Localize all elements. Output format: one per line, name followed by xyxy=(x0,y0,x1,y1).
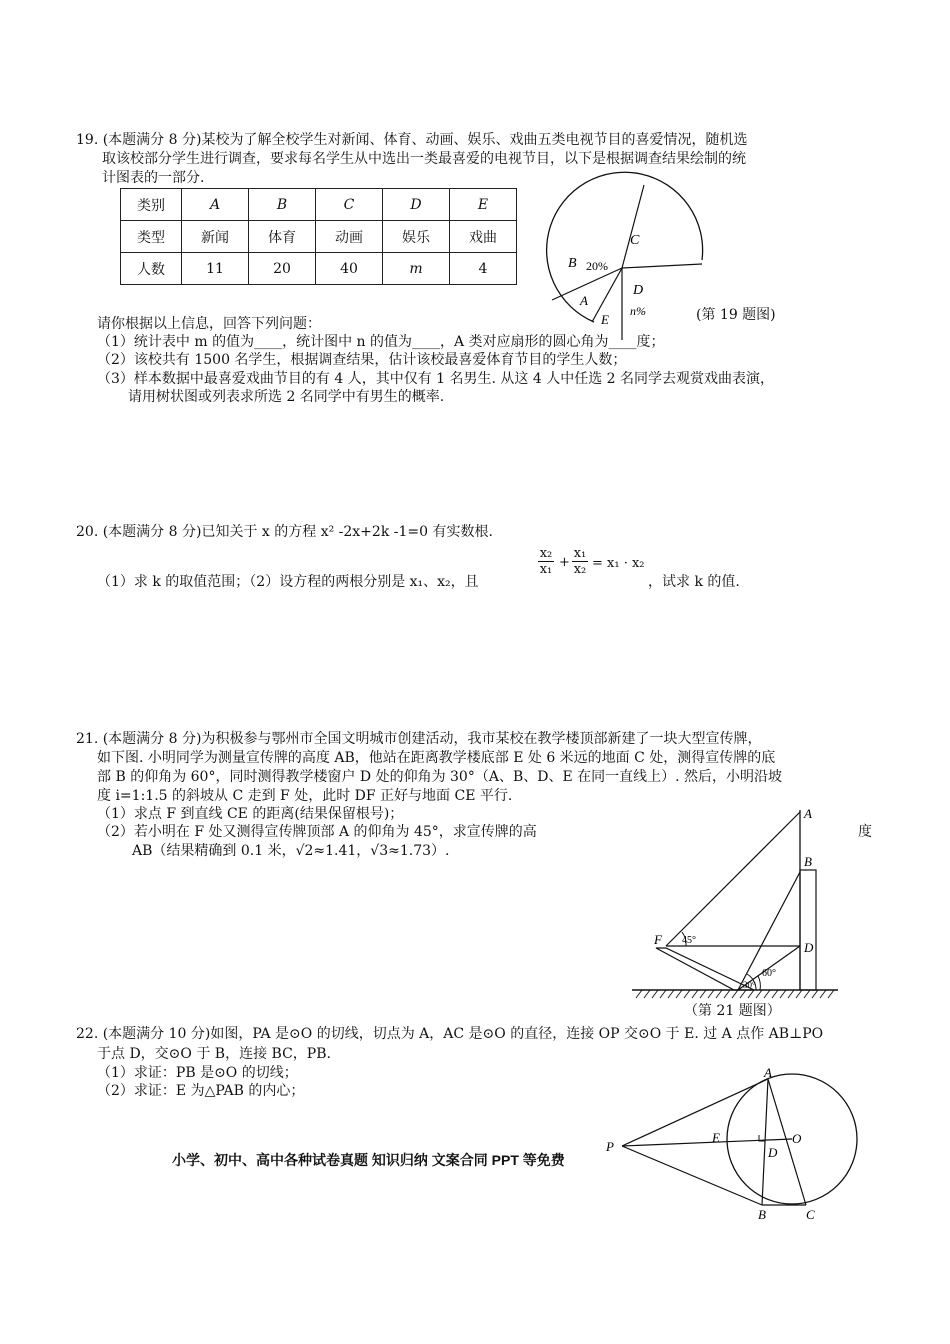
q19-line-3: 计图表的一部分. xyxy=(102,170,205,186)
label-a: A xyxy=(804,806,812,821)
pie-label-e: E xyxy=(601,312,609,327)
line-po xyxy=(622,1139,792,1146)
q20-plus: + xyxy=(559,555,570,570)
q21-line-1: 21. (本题满分 8 分)为积极参与鄂州市全国文明城市创建活动，我市某校在教学楼顶部新建了一块大型宣传牌， xyxy=(76,731,762,747)
table-cell: 戏曲 xyxy=(450,221,517,253)
q21-du: 度 xyxy=(858,824,872,840)
q20-fraction-2 xyxy=(572,546,588,577)
pie-label-c: C xyxy=(630,233,640,248)
q21-line-2: 如下图. 小明同学为测量宣传牌的高度 AB，他站在距离教学楼底部 E 处 6 米远的地面 C 处，测得宣传牌的底 xyxy=(97,750,776,766)
table-cell: 20 xyxy=(249,253,316,285)
q19-stats-table xyxy=(120,188,517,285)
pie-label-a: A xyxy=(580,293,588,308)
label-d: D xyxy=(768,1145,778,1160)
pie-label-b: B xyxy=(568,256,577,271)
label-e: E xyxy=(712,1130,720,1145)
pie-label-d: D xyxy=(633,283,644,298)
ground-hatching xyxy=(636,990,834,998)
building xyxy=(800,870,816,990)
q20-frac1-den: x₁ xyxy=(539,562,553,577)
q20-frac1-num: x₂ xyxy=(539,546,553,561)
table-cell: A xyxy=(182,189,249,221)
q20-line-2a: （1）求 k 的取值范围；（2）设方程的两根分别是 x₁、x₂，且 xyxy=(97,574,479,590)
q19-pie-figure xyxy=(540,190,720,340)
table-cell: 4 xyxy=(450,253,517,285)
q21-line-3: 部 B 的仰角为 60°，同时测得教学楼窗户 D 处的仰角为 30°（A、B、D、E 在同一直线上）. 然后，小明沿坡 xyxy=(97,769,783,785)
table-cell: 动画 xyxy=(316,221,383,253)
line-pb xyxy=(622,1146,762,1205)
table-cell: 类别 xyxy=(121,189,182,221)
table-cell: 类型 xyxy=(121,221,182,253)
q20-line-2b: ，试求 k 的值. xyxy=(648,574,740,590)
q21-line-4: 度 i=1:1.5 的斜坡从 C 走到 F 处，此时 DF 正好与地面 CE 平行. xyxy=(97,788,513,804)
label-p: P xyxy=(606,1139,614,1154)
slope xyxy=(656,948,754,990)
q21-item-2: （2）若小明在 F 处又测得宣传牌顶部 A 的仰角为 45°，求宣传牌的高 xyxy=(97,824,537,840)
q19-item-1: （1）统计表中 m 的值为____，统计图中 n 的值为____，A 类对应扇形的圆心角为____度； xyxy=(97,334,665,350)
table-cell: B xyxy=(249,189,316,221)
line-fa xyxy=(666,812,800,946)
q19-figure-caption: (第 19 题图) xyxy=(696,307,776,323)
table-cell: 40 xyxy=(316,253,383,285)
line-pa xyxy=(622,1079,768,1146)
q19-line-2: 取该校部分学生进行调查，要求每名学生从中选出一类最喜爱的电视节目，以下是根据调查结果绘制的统 xyxy=(102,151,746,167)
line-ab xyxy=(762,1079,768,1205)
pie-outline xyxy=(547,172,703,322)
pie-sector-line xyxy=(622,185,644,268)
angle-arc-30 xyxy=(758,976,760,990)
q19-item-3-cont: 请用树状图或列表求所选 2 名同学中有男生的概率. xyxy=(128,389,445,405)
table-row xyxy=(121,253,517,285)
label-b: B xyxy=(804,854,812,869)
label-d: D xyxy=(804,940,814,955)
label-f: F xyxy=(654,932,662,947)
label-a: A xyxy=(764,1065,772,1080)
q19-line-1: 19. (本题满分 8 分)某校为了解全校学生对新闻、体育、动画、娱乐、戏曲五类电视节目的喜爱情况，随机选 xyxy=(76,132,748,148)
q20-line-1: 20. (本题满分 8 分)已知关于 x 的方程 x² -2x+2k -1=0 有实数根. xyxy=(76,524,493,540)
q22-line-2: 于点 D，交⊙O 于 B，连接 BC，PB. xyxy=(97,1046,331,1062)
q21-figure-caption: （第 21 题图） xyxy=(684,1003,781,1019)
pie-label-d-pct: n% xyxy=(630,304,646,318)
q19-item-2: （2）该校共有 1500 名学生，根据调查结果，估计该校最喜爱体育节目的学生人数； xyxy=(97,352,627,368)
table-cell: 新闻 xyxy=(182,221,249,253)
q21-item-1: （1）求点 F 到直线 CE 的距离(结果保留根号)； xyxy=(97,806,404,822)
pie-label-b-pct: 20% xyxy=(586,259,608,273)
table-cell: 11 xyxy=(182,253,249,285)
q20-fraction-1 xyxy=(538,546,554,577)
watermark-banner: 小学、初中、高中各种试卷真题 知识归纳 文案合同 PPT 等免费 xyxy=(172,1152,565,1168)
table-cell: m xyxy=(383,253,450,285)
table-row xyxy=(121,221,517,253)
q20-frac2-num: x₁ xyxy=(573,546,587,561)
q21-building-figure xyxy=(630,800,850,1000)
q19-prompt: 请你根据以上信息，回答下列问题： xyxy=(97,316,321,332)
q22-circle-figure xyxy=(600,1065,860,1225)
table-cell: 体育 xyxy=(249,221,316,253)
table-cell: D xyxy=(383,189,450,221)
label-angle-45: 45° xyxy=(682,935,696,946)
q19-item-3: （3）样本数据中最喜爱戏曲节目的有 4 人，其中仅有 1 名男生. 从这 4 人中任选 2 名同学去观赏戏曲表演， xyxy=(97,371,775,387)
q20-frac2-den: x₂ xyxy=(573,562,587,577)
label-angle-30: 30° xyxy=(743,980,756,990)
pie-sector-line xyxy=(622,264,702,268)
table-cell: 人数 xyxy=(121,253,182,285)
table-cell: E xyxy=(450,189,517,221)
q22-item-1: （1）求证：PB 是⊙O 的切线； xyxy=(97,1065,298,1081)
label-o: O xyxy=(792,1131,802,1146)
table-cell: C xyxy=(316,189,383,221)
q20-rhs: = x₁ · x₂ xyxy=(592,556,645,571)
label-c: C xyxy=(806,1207,815,1222)
label-b: B xyxy=(758,1207,766,1222)
table-row xyxy=(121,189,517,221)
q22-line-1: 22. (本题满分 10 分)如图，PA 是⊙O 的切线，切点为 A，AC 是⊙O 的直径，连接 OP 交⊙O 于 E. 过 A 点作 AB⊥PO xyxy=(76,1026,824,1042)
q21-item-2-cont: AB（结果精确到 0.1 米，√2≈1.41，√3≈1.73）. xyxy=(132,843,450,859)
q22-item-2: （2）求证：E 为△PAB 的内心； xyxy=(97,1083,305,1099)
table-cell: 娱乐 xyxy=(383,221,450,253)
label-angle-60: 60° xyxy=(762,968,776,979)
